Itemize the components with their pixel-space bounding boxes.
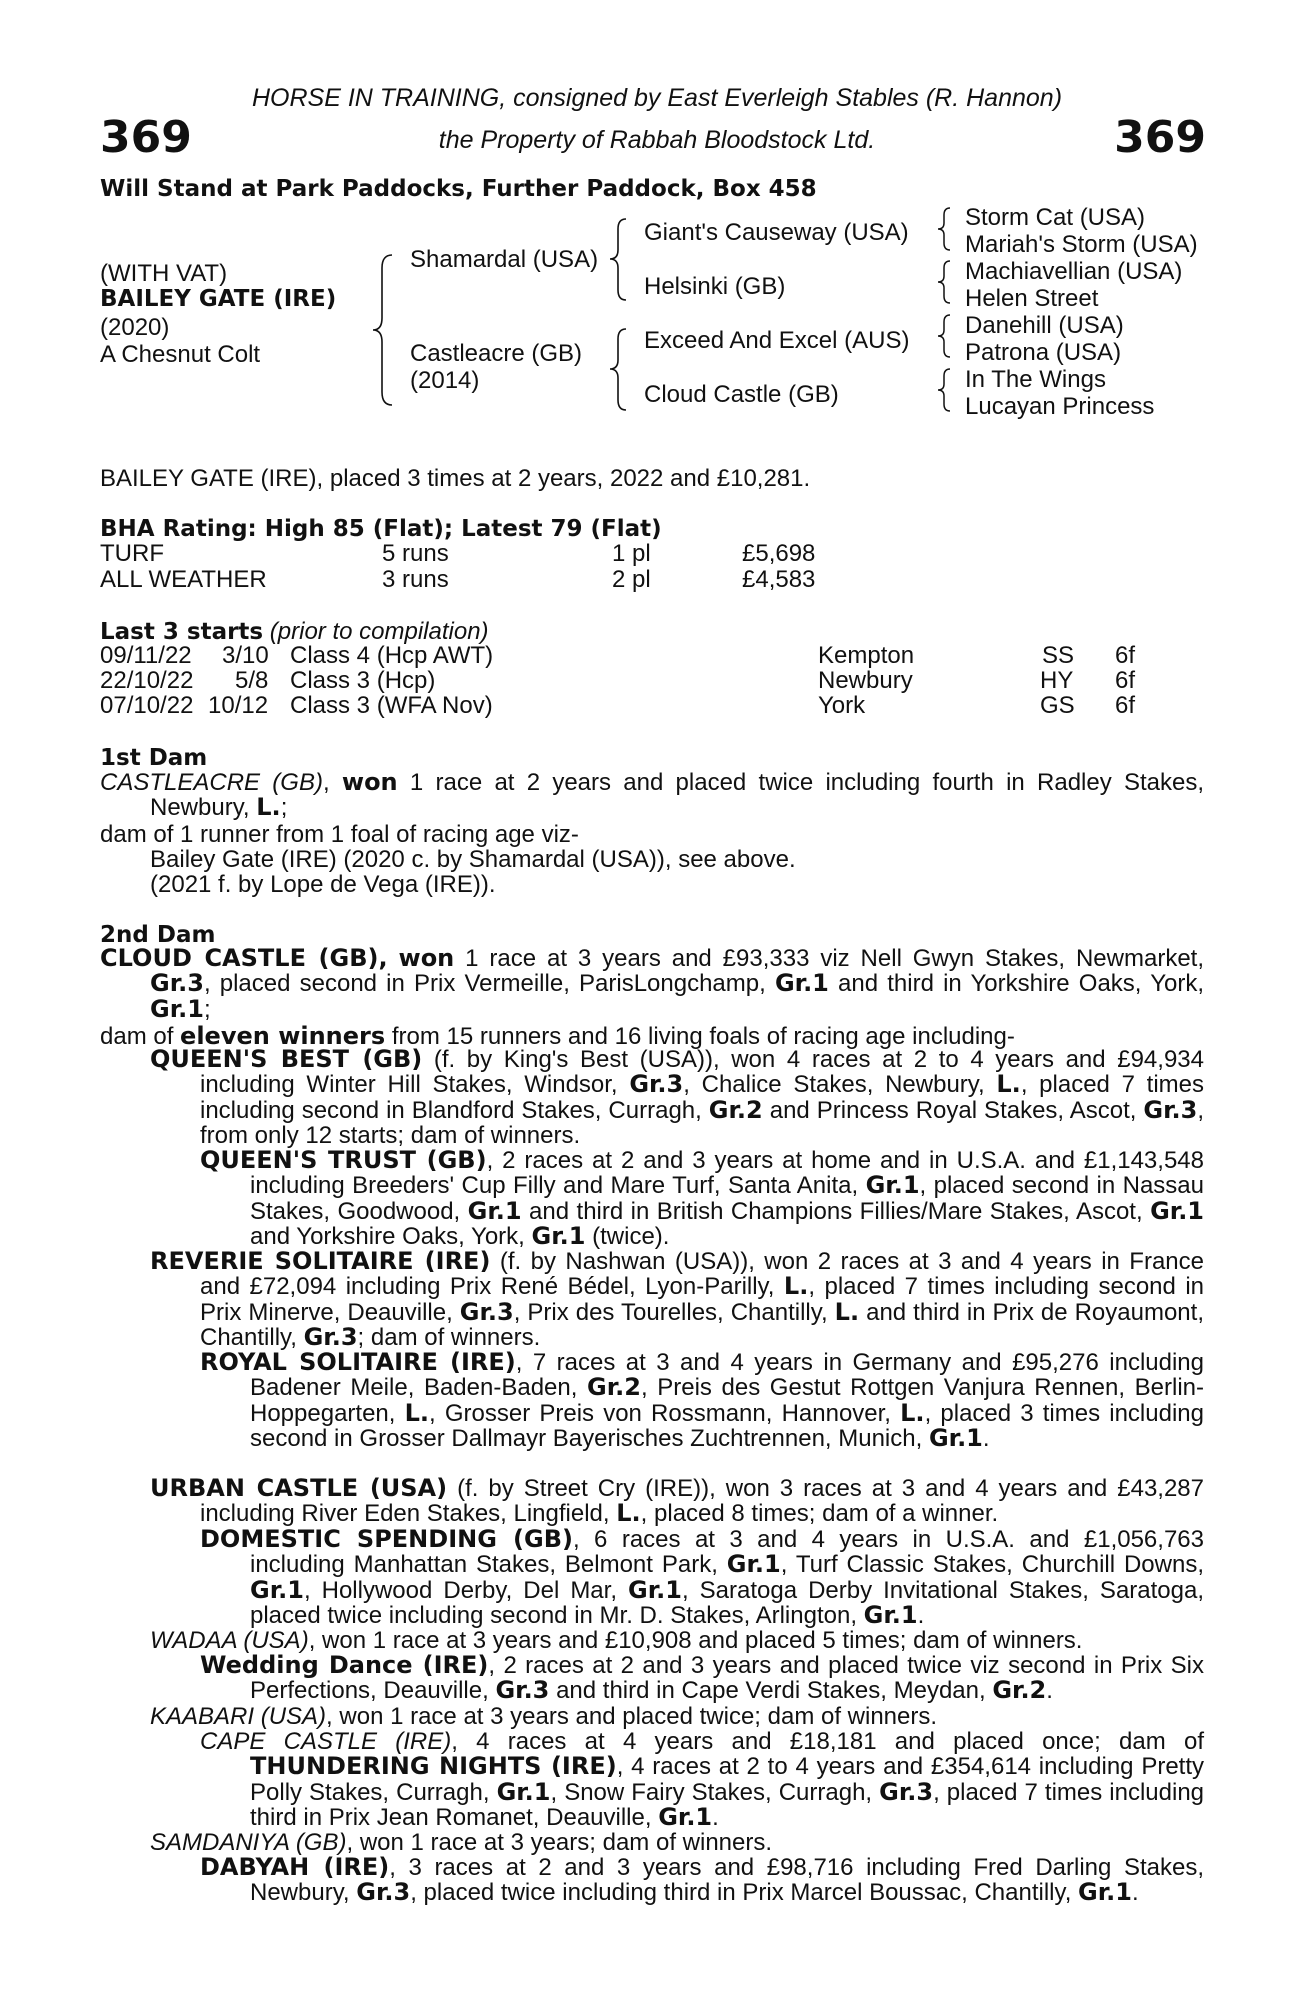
dam-year: (2014) — [410, 367, 480, 394]
start-1-course: Kempton — [818, 642, 915, 669]
aw-prize: £4,583 — [742, 566, 816, 593]
great-grand-7: In The Wings — [965, 366, 1106, 393]
domestic-spending-entry: DOMESTIC SPENDING (GB), 6 races at 3 and 4 years in U.S.A. and £1,056,763 including Manhattan Stakes, Belmont Park, Gr.1, Turf Classic Stakes, Churchill Downs, Gr.1, Hollywood Derby, Del Mar, Gr.1, Saratoga Derby Invitational Stakes, Saratoga, placed twice including second in Mr. D. Stakes, Arlington, Gr.1. — [200, 1525, 1205, 1629]
start-2-pos: 5/8 — [235, 667, 269, 694]
last-starts-note: (prior to compilation) — [269, 618, 489, 645]
start-2-course: Newbury — [818, 667, 913, 694]
great-grand-1: Storm Cat (USA) — [965, 204, 1146, 231]
start-3-distance: 6f — [1115, 692, 1136, 719]
race-summary: BAILEY GATE (IRE), placed 3 times at 2 years, 2022 and £10,281. — [100, 465, 811, 492]
turf-runs: 5 runs — [382, 540, 449, 567]
first-dam-title: 1st Dam — [100, 745, 208, 771]
start-3-going: GS — [1040, 692, 1075, 719]
first-dam-produce: dam of 1 runner from 1 foal of racing age viz- — [100, 821, 579, 848]
second-dam-record: CLOUD CASTLE (GB), won 1 race at 3 years and £93,333 viz Nell Gwyn Stakes, Newmarket, Gr.3, placed second in Prix Vermeille, ParisLongchamp, Gr.1 and third in Yorkshire Oaks, York, Gr.1; — [100, 944, 1205, 1023]
horse-name: BAILEY GATE (IRE) — [100, 286, 337, 312]
urban-castle-entry: URBAN CASTLE (USA) (f. by Street Cry (IRE)), won 3 races at 3 and 4 years and £43,287 including River Eden Stakes, Lingfield, L., placed 8 times; dam of a winner. — [150, 1474, 1205, 1528]
lot-number-right: 369 — [1114, 112, 1206, 163]
horse-year: (2020) — [100, 314, 170, 341]
second-dam-title: 2nd Dam — [100, 922, 216, 948]
start-2-going: HY — [1040, 667, 1074, 694]
start-2-date: 22/10/22 — [100, 667, 194, 694]
granddam-2: Cloud Castle (GB) — [644, 381, 839, 408]
stand-location: Will Stand at Park Paddocks, Further Paddock, Box 458 — [100, 176, 817, 202]
vat-note: (WITH VAT) — [100, 260, 228, 287]
pedigree-brace-gs3 — [935, 312, 955, 360]
turf-prize: £5,698 — [742, 540, 816, 567]
start-2-race: Class 3 (Hcp) — [290, 667, 436, 694]
reverie-solitaire-entry: REVERIE SOLITAIRE (IRE) (f. by Nashwan (USA)), won 2 races at 3 and 4 years in France and £72,094 including Prix René Bédel, Lyon-Parilly, L., placed 7 times including second in Prix Minerve, Deauville, Gr.3, Prix des Tourelles, Chantilly, L. and third in Prix de Royaumont, Chantilly, Gr.3; dam of winners. — [150, 1247, 1205, 1351]
grandsire-2: Exceed And Excel (AUS) — [644, 327, 910, 354]
pedigree-brace-gs2 — [935, 258, 955, 306]
granddam-1: Helsinki (GB) — [644, 273, 786, 300]
first-dam-foal-2: (2021 f. by Lope de Vega (IRE)). — [150, 871, 496, 898]
turf-label: TURF — [100, 540, 164, 567]
wadaa-entry: WADAA (USA), won 1 race at 3 years and £10,908 and placed 5 times; dam of winners. — [150, 1627, 1083, 1654]
dam-name: Castleacre (GB) — [410, 340, 583, 367]
great-grand-5: Danehill (USA) — [965, 312, 1124, 339]
property-line: the Property of Rabbah Bloodstock Ltd. — [438, 126, 876, 154]
pedigree-brace-gs1 — [935, 205, 955, 253]
great-grand-8: Lucayan Princess — [965, 393, 1155, 420]
start-1-going: SS — [1042, 642, 1075, 669]
great-grand-2: Mariah's Storm (USA) — [965, 231, 1198, 258]
first-dam-name: CASTLEACRE (GB) — [100, 769, 323, 796]
start-2-distance: 6f — [1115, 667, 1136, 694]
start-3-date: 07/10/22 — [100, 692, 194, 719]
turf-placed: 1 pl — [612, 540, 651, 567]
lot-number-left: 369 — [100, 112, 192, 163]
start-3-race: Class 3 (WFA Nov) — [290, 692, 493, 719]
dabyah-entry: DABYAH (IRE), 3 races at 2 and 3 years and £98,716 including Fred Darling Stakes, Newbury, Gr.3, placed twice including third in Prix Marcel Boussac, Chantilly, Gr.1. — [200, 1853, 1204, 1907]
sire-name: Shamardal (USA) — [410, 246, 599, 273]
start-3-course: York — [818, 692, 866, 719]
first-dam-foal-1: Bailey Gate (IRE) (2020 c. by Shamardal (USA)), see above. — [150, 846, 796, 873]
wedding-dance-entry: Wedding Dance (IRE), 2 races at 2 and 3 years and placed twice viz second in Prix Six Perfections, Deauville, Gr.3 and third in Cape Verdi Stakes, Meydan, Gr.2. — [200, 1651, 1205, 1705]
great-grand-3: Machiavellian (USA) — [965, 258, 1183, 285]
grandsire-1: Giant's Causeway (USA) — [644, 219, 909, 246]
aw-placed: 2 pl — [612, 566, 651, 593]
samdaniya-entry: SAMDANIYA (GB), won 1 race at 3 years; dam of winners. — [150, 1829, 773, 1856]
pedigree-brace-main — [370, 250, 400, 410]
second-dam-produce: dam of eleven winners from 15 runners and 16 living foals of racing age including- — [100, 1022, 1015, 1050]
bha-rating-title: BHA Rating: High 85 (Flat); Latest 79 (Flat) — [100, 516, 662, 542]
pedigree-brace-gs4 — [935, 366, 955, 414]
start-1-race: Class 4 (Hcp AWT) — [290, 642, 494, 669]
queens-best-entry: QUEEN'S BEST (GB) (f. by King's Best (USA)), won 4 races at 2 to 4 years and £94,934 including Winter Hill Stakes, Windsor, Gr.3, Chalice Stakes, Newbury, L., placed 7 times including second in Blandford Stakes, Curragh, Gr.2 and Princess Royal Stakes, Ascot, Gr.3, from only 12 starts; dam of winners. — [150, 1045, 1205, 1149]
aw-runs: 3 runs — [382, 566, 449, 593]
cape-castle-entry: CAPE CASTLE (IRE), 4 races at 4 years and £18,181 and placed once; dam of THUNDERING NIGHTS (IRE), 4 races at 2 to 4 years and £354,614 including Pretty Polly Stakes, Curragh, Gr.1, Snow Fairy Stakes, Curragh, Gr.3, placed 7 times including third in Prix Jean Romanet, Deauville, Gr.1. — [200, 1728, 1205, 1831]
queens-trust-entry: QUEEN'S TRUST (GB), 2 races at 2 and 3 years at home and in U.S.A. and £1,143,548 including Breeders' Cup Filly and Mare Turf, Santa Anita, Gr.1, placed second in Nassau Stakes, Goodwood, Gr.1 and third in British Champions Fillies/Mare Stakes, Ascot, Gr.1 and Yorkshire Oaks, York, Gr.1 (twice). — [200, 1146, 1205, 1250]
first-dam-record: CASTLEACRE (GB), won 1 race at 2 years and placed twice including fourth in Radley Stakes, Newbury, L.; — [100, 768, 1205, 822]
horse-description: A Chesnut Colt — [100, 341, 261, 368]
royal-solitaire-entry: ROYAL SOLITAIRE (IRE), 7 races at 3 and 4 years in Germany and £95,276 including Badener Meile, Baden-Baden, Gr.2, Preis des Gestut Rottgen Vanjura Rennen, Berlin-Hoppegarten, L., Grosser Preis von Rossmann, Hannover, L., placed 3 times including second in Grosser Dallmayr Bayerisches Zuchtrennen, Munich, Gr.1. — [200, 1348, 1204, 1452]
pedigree-brace-sire — [608, 215, 632, 305]
start-1-date: 09/11/22 — [100, 642, 192, 669]
aw-label: ALL WEATHER — [100, 566, 267, 593]
pedigree-brace-dam — [608, 325, 632, 415]
great-grand-6: Patrona (USA) — [965, 339, 1122, 366]
start-1-distance: 6f — [1115, 642, 1136, 669]
great-grand-4: Helen Street — [965, 285, 1099, 312]
start-3-pos: 10/12 — [208, 692, 269, 719]
last-starts-title: Last 3 starts — [100, 619, 264, 645]
start-1-pos: 3/10 — [222, 642, 269, 669]
second-dam-name: CLOUD CASTLE (GB), — [100, 944, 388, 972]
kaabari-entry: KAABARI (USA), won 1 race at 3 years and placed twice; dam of winners. — [150, 1703, 938, 1730]
consignor-line: HORSE IN TRAINING, consigned by East Everleigh Stables (R. Hannon) — [251, 84, 1063, 112]
